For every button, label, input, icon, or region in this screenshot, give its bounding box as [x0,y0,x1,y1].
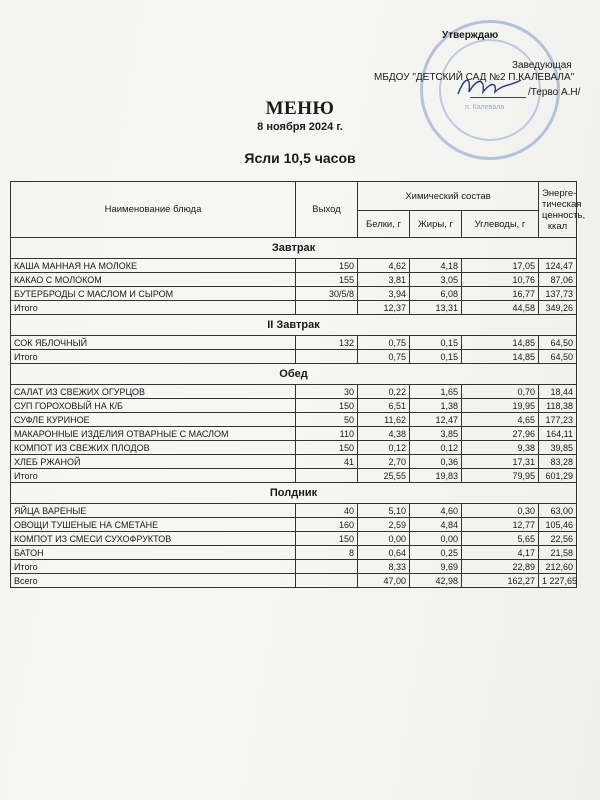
dish-output: 150 [296,441,358,455]
carbs-value: 19,95 [462,399,539,413]
section-header [11,238,577,259]
fat-value: 0,12 [410,441,462,455]
fat-value: 3,85 [410,427,462,441]
section-title: II Завтрак [11,315,577,336]
carbs-value: 10,76 [462,273,539,287]
section-header [11,364,577,385]
table-row [11,413,577,427]
menu-date: 8 ноября 2024 г. [257,121,343,133]
carbs-value: 44,58 [462,301,539,315]
table-row [11,518,577,532]
dish-name: КАША МАННАЯ НА МОЛОКЕ [11,259,296,273]
table-row [11,259,577,273]
approval-name: /Терво А.Н/ [528,87,581,98]
fat-value: 12,47 [410,413,462,427]
protein-value: 4,62 [358,259,410,273]
energy-value: 63,00 [539,504,577,518]
carbs-value: 14,85 [462,350,539,364]
approval-position: Заведующая [512,60,572,71]
carbs-value: 16,77 [462,287,539,301]
table-row [11,273,577,287]
stamp-text: п. Калевала [465,104,505,111]
col-header-energy: Энерге-тическая ценность, ккал [539,182,577,238]
dish-output [296,350,358,364]
dish-name: Итого [11,560,296,574]
table-row [11,455,577,469]
dish-name: КАКАО С МОЛОКОМ [11,273,296,287]
energy-value: 64,50 [539,336,577,350]
protein-value: 0,12 [358,441,410,455]
approval-approve: Утверждаю [442,30,499,41]
carbs-value: 4,65 [462,413,539,427]
protein-value: 0,64 [358,546,410,560]
table-row [11,560,577,574]
table-row [11,574,577,588]
dish-name: СОК ЯБЛОЧНЫЙ [11,336,296,350]
dish-name: Итого [11,301,296,315]
fat-value: 4,18 [410,259,462,273]
carbs-value: 162,27 [462,574,539,588]
carbs-value: 5,65 [462,532,539,546]
dish-output: 150 [296,532,358,546]
section-title: Полдник [11,483,577,504]
approval-org: МБДОУ "ДЕТСКИЙ САД №2 П.КАЛЕВАЛА" [374,72,575,83]
fat-value: 1,65 [410,385,462,399]
protein-value: 4,38 [358,427,410,441]
dish-output: 132 [296,336,358,350]
menu-table [10,181,586,588]
fat-value: 0,00 [410,532,462,546]
table-row [11,287,577,301]
protein-value: 25,55 [358,469,410,483]
protein-value: 0,22 [358,385,410,399]
dish-output: 150 [296,259,358,273]
table-row [11,336,577,350]
section-title: Завтрак [11,238,577,259]
protein-value: 0,75 [358,336,410,350]
fat-value: 1,38 [410,399,462,413]
table-row [11,441,577,455]
dish-output: 50 [296,413,358,427]
fat-value: 6,08 [410,287,462,301]
fat-value: 9,69 [410,560,462,574]
energy-value: 21,58 [539,546,577,560]
energy-value: 105,46 [539,518,577,532]
fat-value: 3,05 [410,273,462,287]
dish-output [296,560,358,574]
energy-value: 87,06 [539,273,577,287]
energy-value: 601,29 [539,469,577,483]
dish-name: Итого [11,469,296,483]
dish-name: КОМПОТ ИЗ СВЕЖИХ ПЛОДОВ [11,441,296,455]
col-header-output: Выход [296,182,358,238]
dish-output: 30 [296,385,358,399]
fat-value: 13,31 [410,301,462,315]
group-name: Ясли 10,5 часов [244,150,356,166]
fat-value: 0,25 [410,546,462,560]
dish-output: 30/5/8 [296,287,358,301]
dish-name: СУФЛЕ КУРИНОЕ [11,413,296,427]
section-header [11,315,577,336]
protein-value: 2,59 [358,518,410,532]
energy-value: 64,50 [539,350,577,364]
energy-value: 349,26 [539,301,577,315]
carbs-value: 17,31 [462,455,539,469]
dish-output: 40 [296,504,358,518]
table-row [11,301,577,315]
col-header-fat: Жиры, г [410,211,462,238]
dish-name: БУТЕРБРОДЫ С МАСЛОМ И СЫРОМ [11,287,296,301]
dish-name: Итого [11,350,296,364]
energy-value: 18,44 [539,385,577,399]
col-header-name: Наименование блюда [11,182,296,238]
energy-value: 212,60 [539,560,577,574]
fat-value: 0,36 [410,455,462,469]
fat-value: 0,15 [410,336,462,350]
dish-name: БАТОН [11,546,296,560]
table-row [11,546,577,560]
page-title: МЕНЮ [265,98,335,119]
table-row [11,385,577,399]
protein-value: 47,00 [358,574,410,588]
dish-name: САЛАТ ИЗ СВЕЖИХ ОГУРЦОВ [11,385,296,399]
dish-output: 8 [296,546,358,560]
table-row [11,427,577,441]
dish-name: ОВОЩИ ТУШЕНЫЕ НА СМЕТАНЕ [11,518,296,532]
protein-value: 3,81 [358,273,410,287]
menu-body [11,238,577,588]
dish-name: КОМПОТ ИЗ СМЕСИ СУХОФРУКТОВ [11,532,296,546]
dish-output: 110 [296,427,358,441]
energy-value: 118,38 [539,399,577,413]
energy-value: 177,23 [539,413,577,427]
col-header-protein: Белки, г [358,211,410,238]
protein-value: 5,10 [358,504,410,518]
energy-value: 22,56 [539,532,577,546]
carbs-value: 17,05 [462,259,539,273]
protein-value: 8,33 [358,560,410,574]
dish-output: 155 [296,273,358,287]
dish-output [296,301,358,315]
protein-value: 0,75 [358,350,410,364]
energy-value: 137,73 [539,287,577,301]
dish-name: МАКАРОННЫЕ ИЗДЕЛИЯ ОТВАРНЫЕ С МАСЛОМ [11,427,296,441]
carbs-value: 4,17 [462,546,539,560]
protein-value: 12,37 [358,301,410,315]
table-row [11,350,577,364]
dish-output: 41 [296,455,358,469]
dish-name: СУП ГОРОХОВЫЙ НА К/Б [11,399,296,413]
energy-value: 39,85 [539,441,577,455]
carbs-value: 27,96 [462,427,539,441]
dish-output [296,469,358,483]
protein-value: 3,94 [358,287,410,301]
carbs-value: 12,77 [462,518,539,532]
protein-value: 2,70 [358,455,410,469]
fat-value: 42,98 [410,574,462,588]
dish-name: ЯЙЦА ВАРЕНЫЕ [11,504,296,518]
carbs-value: 0,70 [462,385,539,399]
protein-value: 0,00 [358,532,410,546]
dish-name: Всего [11,574,296,588]
table-row [11,532,577,546]
carbs-value: 22,89 [462,560,539,574]
energy-value: 83,28 [539,455,577,469]
energy-value: 164,11 [539,427,577,441]
carbs-value: 9,38 [462,441,539,455]
table-row [11,504,577,518]
protein-value: 11,62 [358,413,410,427]
section-title: Обед [11,364,577,385]
col-header-carbs: Углеводы, г [462,211,539,238]
protein-value: 6,51 [358,399,410,413]
table-row [11,469,577,483]
table-row [11,399,577,413]
dish-output [296,574,358,588]
carbs-value: 0,30 [462,504,539,518]
carbs-value: 79,95 [462,469,539,483]
dish-output: 160 [296,518,358,532]
col-header-chem: Химический состав [358,182,539,211]
energy-value: 124,47 [539,259,577,273]
carbs-value: 14,85 [462,336,539,350]
section-header [11,483,577,504]
fat-value: 19,83 [410,469,462,483]
fat-value: 4,84 [410,518,462,532]
fat-value: 0,15 [410,350,462,364]
fat-value: 4,60 [410,504,462,518]
dish-output: 150 [296,399,358,413]
energy-value: 1 227,65 [539,574,577,588]
dish-name: ХЛЕБ РЖАНОЙ [11,455,296,469]
